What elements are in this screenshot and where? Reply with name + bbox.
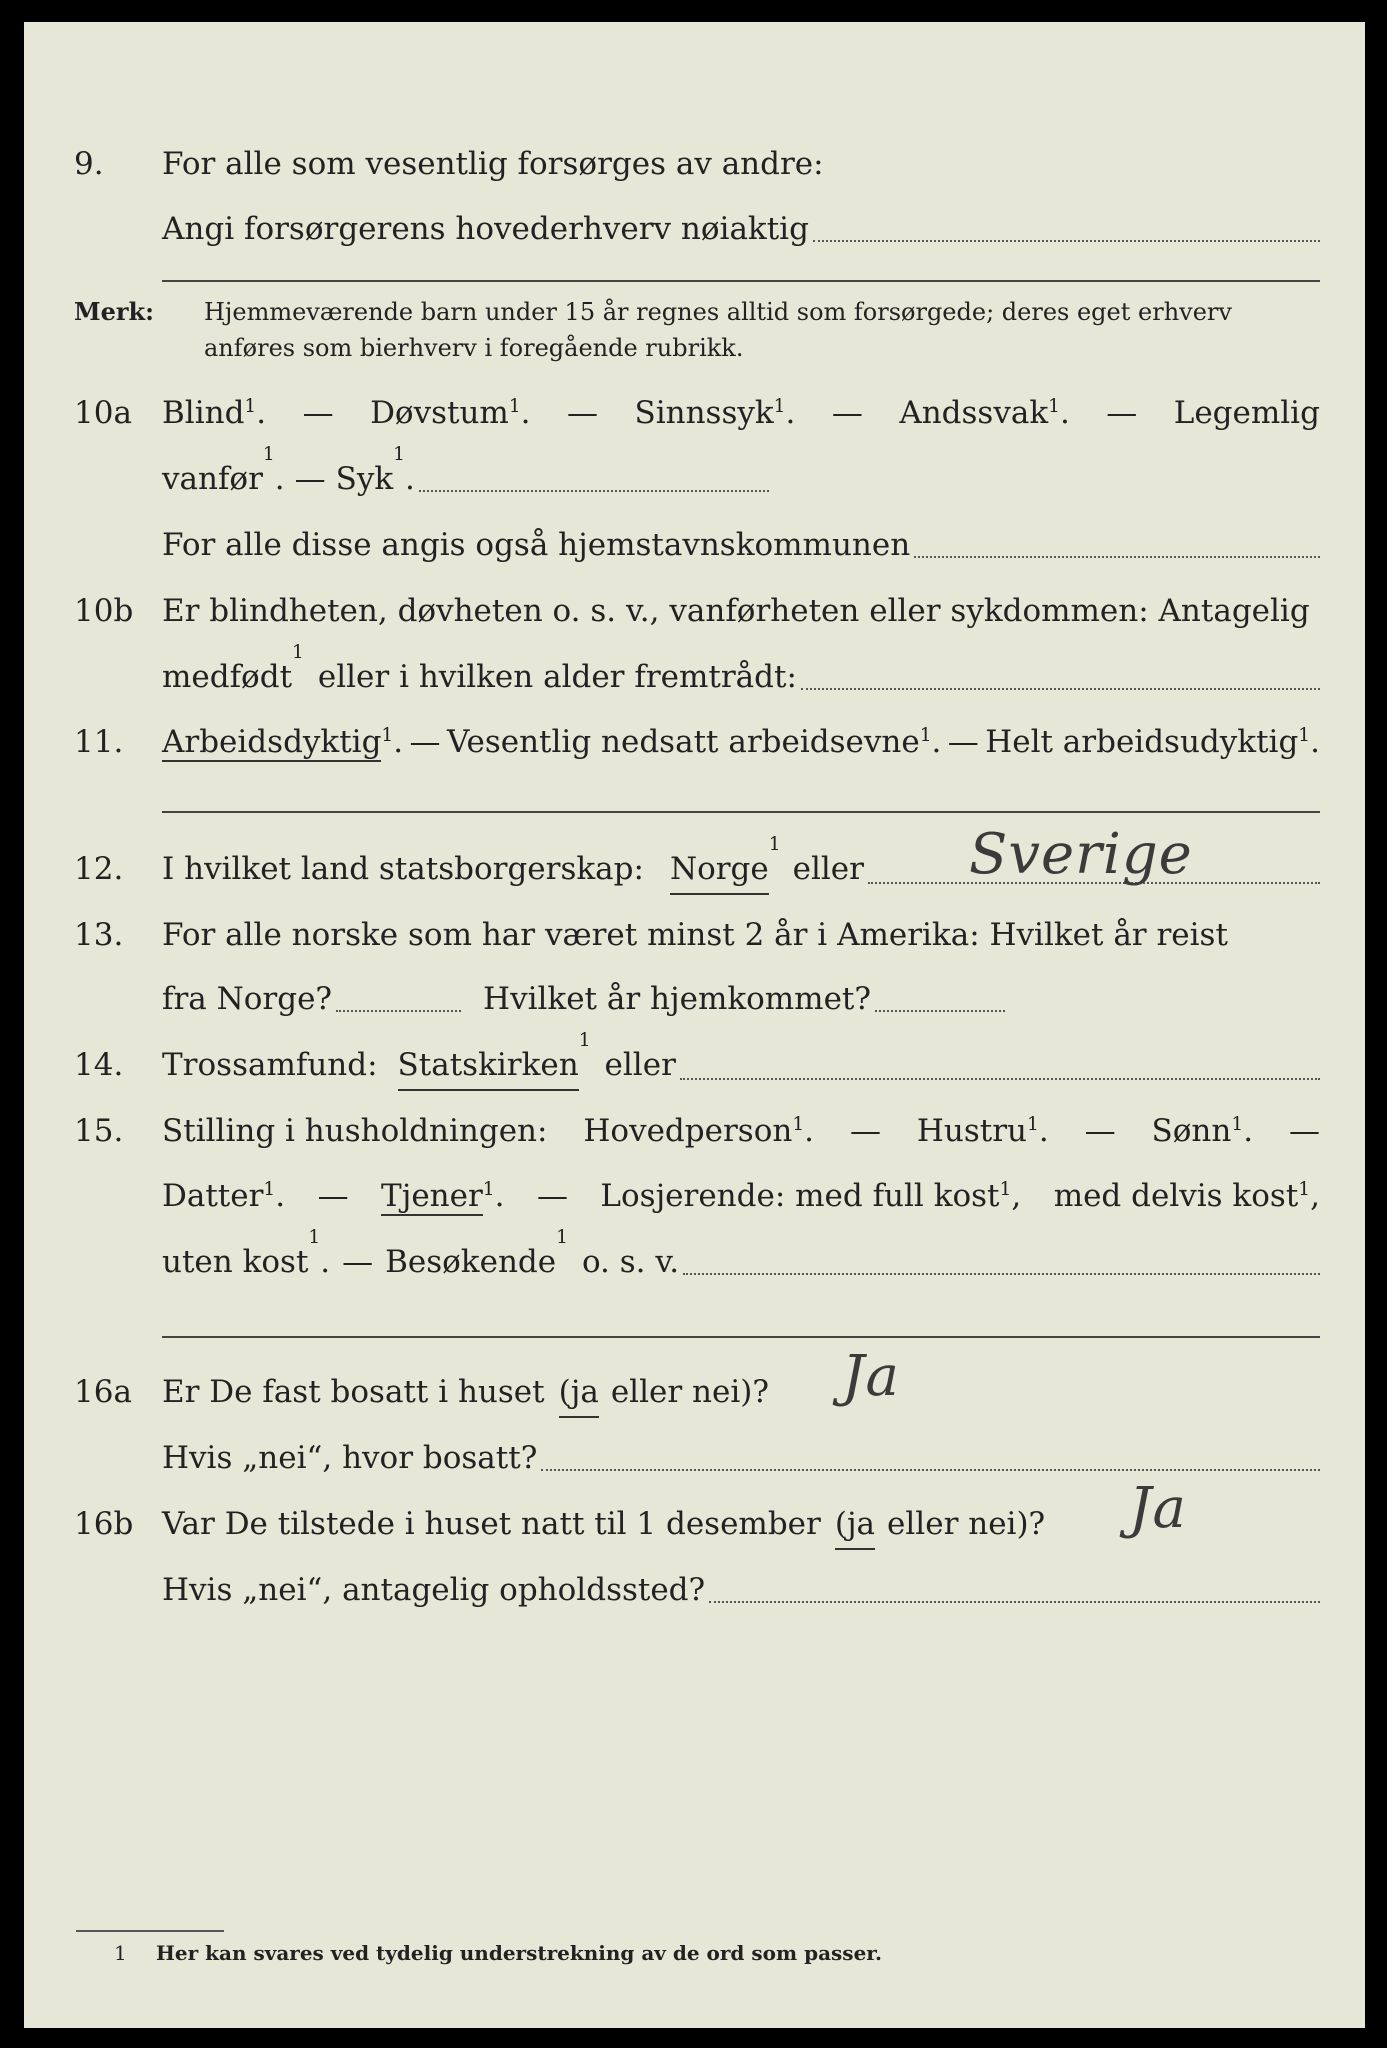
q10b-line1	[24, 587, 1365, 635]
q11-line: 11. Arbeidsdyktig$^1$. — Vesentlig nedsatt arbeidsevne$^1$. — Helt arbeidsudyktig$^1$.	[24, 718, 1365, 766]
divider-after-q11	[162, 811, 1320, 813]
option-tjener[interactable]: Tjener	[381, 1178, 483, 1214]
option-delvis-kost[interactable]: med delvis kost	[1053, 1178, 1299, 1214]
q16a-line1	[24, 1368, 1365, 1416]
q15-answer-field[interactable]	[683, 1238, 1320, 1275]
option-legemlig[interactable]: Legemlig	[1173, 395, 1320, 431]
q13-question: For alle norske som har været minst 2 år i Amerika: Hvilket år reist	[162, 917, 1228, 953]
q10a-number: 10a	[74, 395, 132, 431]
q16b-eller-nei: eller nei)?	[887, 1506, 1046, 1542]
q16a-eller-nei: eller nei)?	[610, 1374, 769, 1410]
footnote-text: Her kan svares ved tydelig understrekning av de ord som passer.	[156, 1941, 882, 1965]
q15-prompt: Stilling i husholdningen:	[162, 1113, 548, 1149]
q13-number: 13.	[74, 917, 124, 953]
q16b-opholdssted: Hvis „nei“, antagelig opholdssted?	[162, 1572, 706, 1608]
q16a-prompt: Er De fast bosatt i huset	[162, 1374, 545, 1410]
option-16a-ja[interactable]: (ja	[559, 1368, 599, 1418]
q10b-number: 10b	[74, 593, 134, 629]
q16b-opholdssted-field[interactable]	[709, 1566, 1320, 1603]
q9-prompt: Angi forsørgerens hovederhverv nøiaktig	[162, 211, 809, 247]
q15-osv: o. s. v.	[581, 1244, 680, 1280]
q13-line2	[24, 975, 1365, 1023]
option-sinnssyk[interactable]: Sinnssyk	[634, 395, 774, 431]
q12-eller: eller	[792, 851, 864, 887]
footnote-mark: 1	[114, 1941, 127, 1965]
q10a-syk-field[interactable]	[419, 455, 769, 492]
census-form-page	[24, 22, 1365, 2028]
footnote-rule	[76, 1930, 224, 1932]
q15-line3: uten kost 1 . — Besøkende 1 o. s. v.	[24, 1238, 1365, 1286]
q16a-handwritten-answer: Ja	[842, 1344, 900, 1409]
q15-line2: Datter$^1$. — Tjener$^1$. — Losjerende: med full kost$^1$, med delvis kost$^1$,	[162, 1178, 1320, 1214]
option-arbeidsdyktig[interactable]: Arbeidsdyktig	[162, 724, 382, 760]
option-udyktig[interactable]: Helt arbeidsudyktig	[985, 724, 1299, 760]
q12-line: 12. I hvilket land statsborgerskap: Norge 1 eller	[24, 845, 1365, 893]
q14-eller: eller	[604, 1047, 676, 1083]
divider-after-q9	[162, 280, 1320, 282]
q10b-alder-prompt: eller i hvilken alder fremtrådt:	[317, 659, 797, 695]
q10a-line3	[24, 521, 1365, 569]
q14-number: 14.	[74, 1047, 124, 1083]
q15-number: 15.	[74, 1113, 124, 1149]
option-uten-kost[interactable]: uten kost	[162, 1244, 309, 1280]
q15-line1: 15. Stilling i husholdningen: Hovedperson$^1$. — Hustru$^1$. — Sønn$^1$. —	[24, 1107, 1365, 1155]
q16a-number: 16a	[74, 1374, 132, 1410]
option-dovstum[interactable]: Døvstum	[370, 395, 509, 431]
option-norge[interactable]: Norge	[670, 845, 769, 895]
q16b-prompt: Var De tilstede i huset natt til 1 desember	[162, 1506, 821, 1542]
merk-text: Hjemmeværende barn under 15 år regnes alltid som forsørgede; deres eget erhverv anføres som bierhverv i foregående rubrikk.	[204, 298, 1232, 362]
q9-question: For alle som vesentlig forsørges av andre:	[162, 146, 824, 182]
option-datter[interactable]: Datter	[162, 1178, 264, 1214]
option-sonn[interactable]: Sønn	[1151, 1113, 1232, 1149]
q10b-question: Er blindheten, døvheten o. s. v., vanførheten eller sykdommen: Antagelig	[162, 593, 1310, 629]
q9-answer-field[interactable]	[813, 205, 1320, 242]
q13-line1	[24, 911, 1365, 959]
option-hustru[interactable]: Hustru	[916, 1113, 1027, 1149]
option-andssvak[interactable]: Andssvak	[899, 395, 1049, 431]
q16b-handwritten-answer: Ja	[1129, 1476, 1187, 1541]
q10a-line2: vanfør 1 . — Syk 1 .	[24, 455, 1365, 503]
q16b-number: 16b	[74, 1506, 134, 1542]
q14-line: 14. Trossamfund: Statskirken 1 eller	[24, 1041, 1365, 1089]
q10a-line1: 10a Blind$^1$. — Døvstum$^1$. — Sinnssyk$^1$. — Andssvak$^1$. — Legemlig	[24, 389, 1365, 437]
q13-fra-norge: fra Norge?	[162, 981, 333, 1017]
option-blind[interactable]: Blind	[162, 395, 245, 431]
option-full-kost[interactable]: Losjerende: med full kost	[600, 1178, 1000, 1214]
option-besokende[interactable]: Besøkende	[385, 1244, 557, 1280]
q9-line2	[24, 205, 1365, 253]
q14-prompt: Trossamfund:	[162, 1047, 378, 1083]
q10b-alder-field[interactable]	[801, 653, 1320, 690]
q14-answer-field[interactable]	[680, 1041, 1320, 1080]
footnote	[114, 1938, 882, 1968]
option-hovedperson[interactable]: Hovedperson	[583, 1113, 793, 1149]
q12-number: 12.	[74, 851, 124, 887]
option-vanfor[interactable]: vanfør	[162, 461, 263, 497]
q9-number: 9.	[74, 146, 104, 182]
option-nedsatt[interactable]: Vesentlig nedsatt arbeidsevne	[446, 724, 920, 760]
q16a-line2	[24, 1434, 1365, 1482]
q16a-hvor-bosatt: Hvis „nei“, hvor bosatt?	[162, 1440, 538, 1476]
q12-prompt: I hvilket land statsborgerskap:	[162, 851, 644, 887]
q13-hjemkommet-field[interactable]	[875, 975, 1005, 1012]
q10a-hjemstavn-field[interactable]	[914, 521, 1320, 558]
q16b-line2	[24, 1566, 1365, 1614]
option-statskirken[interactable]: Statskirken	[398, 1041, 579, 1091]
q12-handwritten-answer: Sverige	[969, 822, 1193, 887]
q16a-bosatt-field[interactable]	[541, 1434, 1320, 1471]
option-syk[interactable]: Syk	[335, 461, 394, 497]
q13-hjemkommet: Hvilket år hjemkommet?	[483, 981, 872, 1017]
q10a-hjemstavn-prompt: For alle disse angis også hjemstavnskommunen	[162, 527, 911, 563]
merk-label: Merk:	[74, 297, 154, 326]
option-medfodt[interactable]: medfødt	[162, 659, 293, 695]
q10b-line2: medfødt 1 eller i hvilken alder fremtrådt:	[24, 653, 1365, 701]
q11-number: 11.	[74, 724, 124, 760]
option-16b-ja[interactable]: (ja	[835, 1500, 875, 1550]
divider-after-q15	[162, 1336, 1320, 1338]
q9-line1	[24, 140, 1365, 188]
q13-reist-field[interactable]	[336, 975, 461, 1012]
